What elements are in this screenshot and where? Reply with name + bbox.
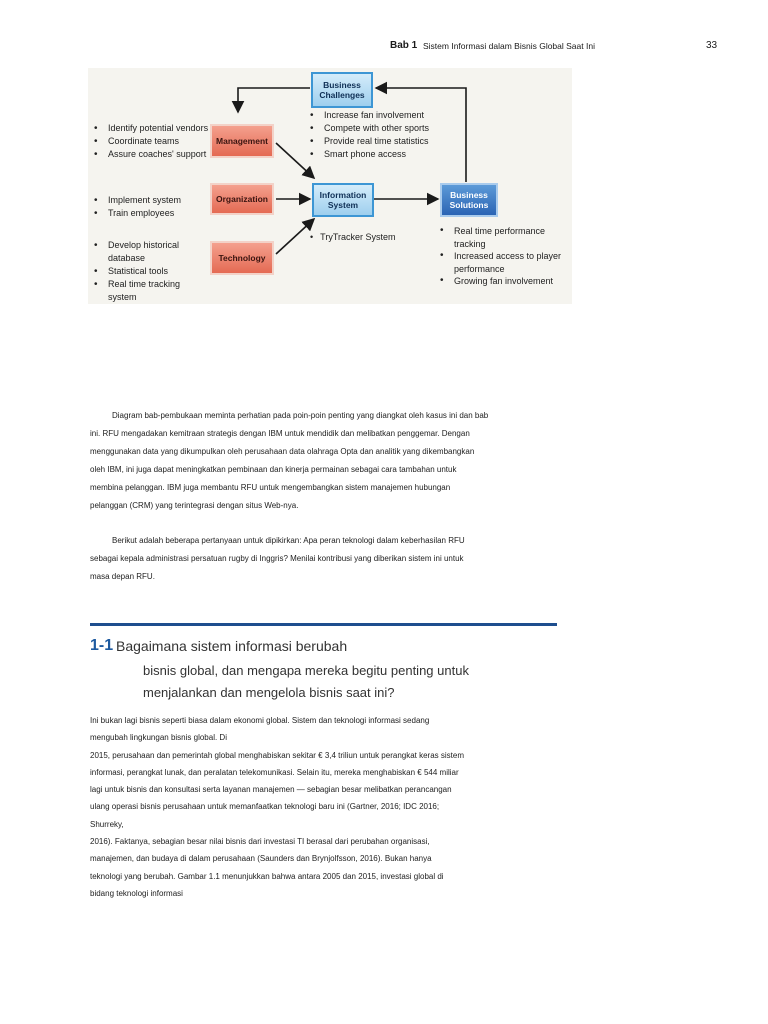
- technology-box: Technology: [210, 241, 274, 275]
- section-number: 1-1: [90, 637, 114, 654]
- arrow-technology-to-is: [276, 219, 314, 254]
- section-title-line-1: Bagaimana sistem informasi berubah: [116, 638, 348, 654]
- arrow-management-to-is: [276, 143, 314, 178]
- business-challenges-box: Business Challenges: [311, 72, 373, 108]
- list-item: • Growing fan involvement: [440, 275, 570, 288]
- list-item: • Train employees: [94, 207, 212, 220]
- list-item: • Statistical tools: [94, 265, 204, 278]
- chapter-opening-diagram: [88, 68, 572, 304]
- list-item: • Compete with other sports: [310, 122, 470, 135]
- list-item: • Assure coaches' support: [94, 148, 212, 161]
- running-header: [0, 40, 768, 54]
- questions-paragraph: Berikut adalah beberapa pertanyaan untuk dipikirkan: Apa peran teknologi dalam keberhasilan RFU sebagai kepala administrasi persatuan rugby di Inggris? Menilai kontribusi yang diberikan sistem ini untuk masa depan RFU.: [90, 536, 465, 581]
- list-item: • Identify potential vendors: [94, 122, 212, 135]
- list-item: • Increased access to player performance: [440, 250, 570, 275]
- list-item: • Coordinate teams: [94, 135, 212, 148]
- intro-paragraph: Diagram bab-pembukaan meminta perhatian pada poin-poin penting yang diangkat oleh kasus ini dan bab ini. RFU mengadakan kemitraan strategis dengan IBM untuk mendidik dan melibatkan penggemar. Dengan menggunakan data yang dikumpulkan oleh perusahaan data olahraga Opta dan analitik yang dikembangkan oleh IBM, ini juga dapat meningkatkan pembinaan dan kinerja permainan sebagai cara tambahan untuk membina pelanggan. IBM juga membantu RFU untuk mengembangkan sistem manajemen hubungan pelanggan (CRM) yang terintegrasi dengan situs Web-nya.: [90, 411, 489, 510]
- section-divider: [90, 623, 557, 626]
- technology-list: [94, 239, 204, 304]
- business-solutions-box: Business Solutions: [440, 183, 498, 217]
- management-list: [94, 122, 212, 161]
- list-item: • Provide real time statistics: [310, 135, 470, 148]
- page-number: 33: [706, 40, 718, 51]
- business-challenges-list: [310, 109, 470, 161]
- section-body-text: Ini bukan lagi bisnis seperti biasa dalam ekonomi global. Sistem dan teknologi informasi sedang mengubah lingkungan bisnis global. Di 2015, perusahaan dan pemerintah global menghabiskan sekitar € 3,4 triliun untuk perangkat keras sistem informasi, perangkat lunak, dan peralatan telekomunikasi. Selain itu, mereka menghabiskan € 544 miliar lagi untuk bisnis dan konsultasi serta layanan manajemen — sebagian besar melibatkan perancangan ulang operasi bisnis perusahaan untuk memanfaatkan teknologi baru ini (Gartner, 2016; IDC 2016; Shurreky, 2016). Faktanya, sebagian besar nilai bisnis dari investasi TI berasal dari perubahan organisasi, manajemen, dan budaya di dalam perusahaan (Saunders dan Brynjolfsson, 2016). Bukan hanya teknologi yang berubah. Gambar 1.1 menunjukkan bahwa antara 2005 dan 2015, investasi global di bidang teknologi informasi: [90, 716, 465, 898]
- list-item: • Develop historical database: [94, 239, 204, 265]
- chapter-label: Bab 1: [390, 40, 418, 51]
- list-item: • Real time performance tracking: [440, 225, 570, 250]
- arrow-challenges-to-management: [238, 88, 310, 112]
- business-solutions-list: [440, 225, 570, 288]
- chapter-title: Sistem Informasi dalam Bisnis Global Saat Ini: [423, 41, 595, 51]
- list-item: • Implement system: [94, 194, 212, 207]
- information-system-box: Information System: [312, 183, 374, 217]
- management-box: Management: [210, 124, 274, 158]
- section-title-line-3: menjalankan dan mengelola bisnis saat ini?: [143, 685, 395, 700]
- list-item: • Real time tracking system: [94, 278, 204, 304]
- section-title-continued: [143, 660, 543, 704]
- organization-box: Organization: [210, 183, 274, 215]
- section-title-line-2: bisnis global, dan mengapa mereka begitu penting untuk: [143, 663, 469, 678]
- list-item: • Increase fan involvement: [310, 109, 470, 122]
- organization-list: [94, 194, 212, 220]
- trytracker-item: • TryTracker System: [310, 232, 396, 242]
- list-item: • Smart phone access: [310, 148, 470, 161]
